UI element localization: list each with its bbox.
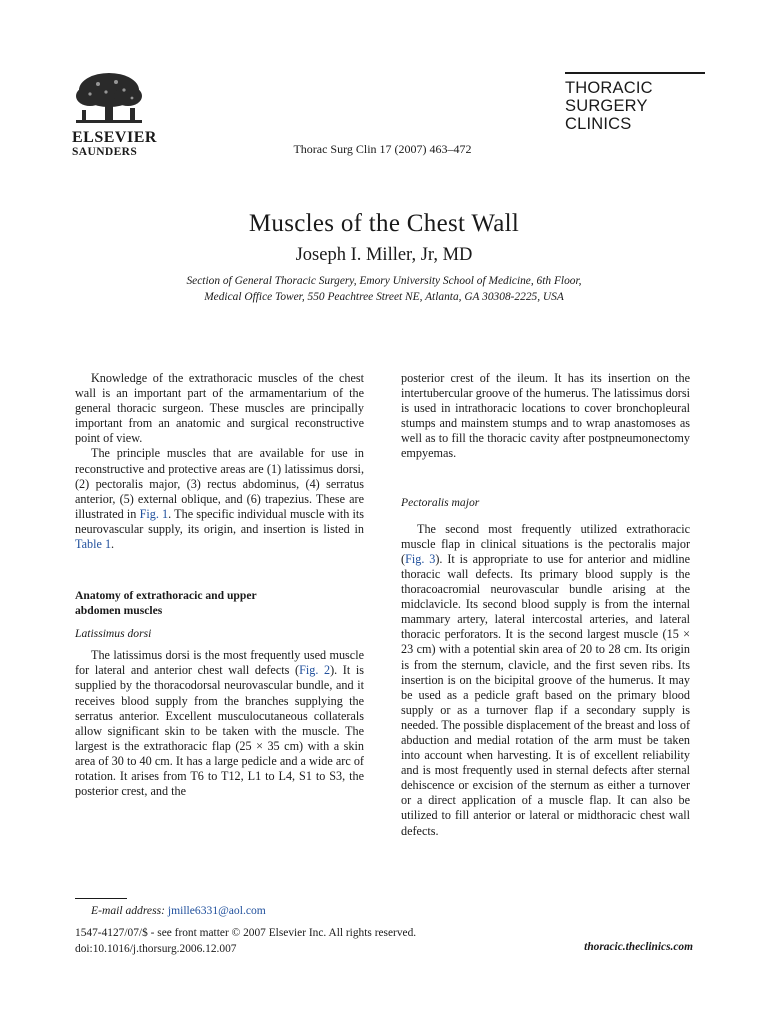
publisher-name [72, 129, 157, 159]
tree-logo-icon [72, 70, 146, 128]
journal-title-line-3: CLINICS [565, 115, 632, 134]
intro-p2-text-c: . [111, 537, 115, 552]
author-affiliation [140, 274, 628, 306]
footnote-rule [75, 898, 127, 899]
footnote [91, 904, 266, 917]
journal-title-line-2: SURGERY [565, 96, 648, 115]
intro-p2-text-b: . The specific individual muscle with its neurovascular supply, its origin, and insertion is listed in [75, 506, 365, 536]
intro-p2-text-a: The principle muscles that are available for use in reconstructive and protective areas are (1) latissimus dorsi, (2) pectoralis major, (3) rectus abdominus, (4) serratus anterior, (5) external oblique, and (6) trapezius. These are illustrated in [75, 446, 364, 521]
section-heading [75, 588, 364, 618]
latissimus-text-b: ). It is supplied by the thoracodorsal neurovascular bundle, and it receives blood supply from the branches supplying the serratus anterior. Excellent musculocutaneous collaterals allow significant skin to be taken with the muscle. The largest is the extrathoracic flap (25 × 35 cm) with a skin area of 30 to 40 cm. It has a large pedicle and a wide arc of rotation. It arises from T6 to T12, L1 to L4, S1 to S3, the posterior crest, and the [75, 663, 364, 799]
latissimus-paragraph [75, 648, 364, 799]
publisher-line-2: SAUNDERS [72, 146, 138, 158]
journal-title-line-1: THORACIC [565, 78, 653, 97]
journal-title-block [565, 72, 705, 134]
section-heading-line-2: abdomen muscles [75, 604, 163, 618]
pectoralis-text-a: The second most frequently utilized extrathoracic muscle flap in clinical situations is the pectoralis major ( [401, 521, 690, 566]
journal-title-rule [565, 72, 705, 74]
figure-2-link[interactable]: Fig. 2 [299, 663, 331, 678]
left-column [75, 371, 364, 799]
latissimus-text-a: The latissimus dorsi is the most frequently used muscle for lateral and anterior chest wall defects ( [75, 648, 364, 678]
publisher-line-1: ELSEVIER [72, 129, 157, 146]
email-link[interactable]: jmille6331@aol.com [167, 904, 266, 917]
article-title: Muscles of the Chest Wall [248, 210, 520, 237]
intro-paragraph-2 [75, 446, 364, 552]
table-1-link[interactable]: Table 1 [75, 537, 112, 552]
latissimus-paragraph-continued: posterior crest of the ileum. It has its insertion on the intertubercular groove of the humerus. The latissimus dorsi is used in intrathoracic locations to cover bronchopleural stumps and mainstem stumps and to wrap anastomoses as well as to fill the thoracic cavity after postpneumonectomy empyemas. [401, 371, 690, 461]
doi-line: doi:10.1016/j.thorsurg.2006.12.007 [75, 942, 237, 955]
elsevier-logo [72, 70, 157, 159]
affiliation-line-1: Section of General Thoracic Surgery, Emory University School of Medicine, 6th Floor, [186, 275, 582, 287]
figure-1-link[interactable]: Fig. 1 [139, 506, 169, 521]
journal-site-link[interactable]: thoracic.theclinics.com [584, 941, 693, 953]
pectoralis-text-b: ). It is appropriate to use for anterior and midline thoracic wall defects. Its primary blood supply is the thoracoacromial neurovascular bundle arising at the midclavicle. Its second blood supply is from the internal mammary artery, lateral intercostal arteries, and lateral thoracic perforators. It is the second largest muscle (15 × 23 cm) with a potential skin area of 20 to 28 cm. Its origin is from the sternum, clavicle, and the first seven ribs. Its insertion is on the bicipital groove of the humerus. It may be used as a pedicle graft based on the primary blood supply or as a turnover flap if a secondary supply is needed. The possible displacement of the breast and loss of abduction and medial rotation of the arm must be taken into account when harvesting. It is of excellent reliability and is most frequently used in sternal defects after sternal dehiscence or excision of the sternum as either a turnover or a direct application of a muscle flap. It can also be utilized to fill anterior or lateral or midthoracic chest wall defects. [401, 551, 690, 838]
intro-paragraph-1: Knowledge of the extrathoracic muscles of the chest wall is an important part of the armamentarium of the general thoracic surgeon. These muscles are principally important from an anatomic and surgical reconstructive point of view. [75, 371, 364, 446]
affiliation-line-2: Medical Office Tower, 550 Peachtree Street NE, Atlanta, GA 30308-2225, USA [204, 290, 564, 303]
article-author: Joseph I. Miller, Jr, MD [295, 245, 473, 265]
section-heading-line-1: Anatomy of extrathoracic and upper [75, 589, 257, 603]
subsection-pectoralis-heading: Pectoralis major [401, 495, 480, 509]
subsection-latissimus-heading: Latissimus dorsi [75, 627, 152, 641]
email-label: E-mail address: [91, 904, 165, 917]
copyright-block [75, 926, 416, 957]
right-column [401, 371, 690, 839]
copyright-line: 1547-4127/07/$ - see front matter © 2007 Elsevier Inc. All rights reserved. [75, 927, 417, 939]
figure-3-link[interactable]: Fig. 3 [405, 551, 436, 566]
journal-citation: Thorac Surg Clin 17 (2007) 463–472 [293, 142, 472, 156]
pectoralis-paragraph [401, 522, 690, 839]
